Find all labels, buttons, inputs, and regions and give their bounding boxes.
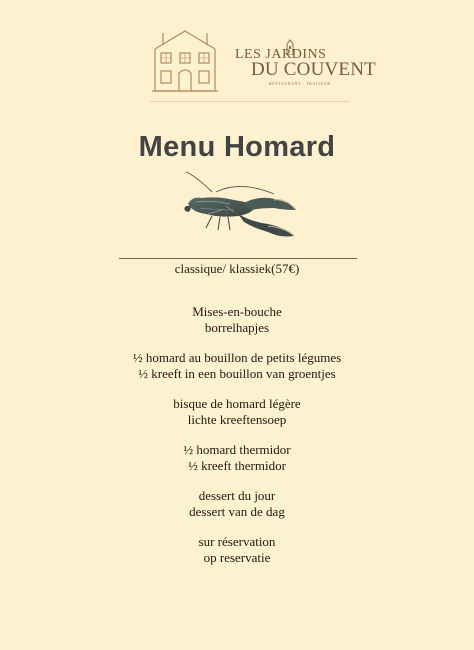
course-item	[0, 350, 474, 381]
course-list	[0, 304, 474, 580]
lobster-illustration-icon	[182, 170, 300, 246]
course-nl: ½ kreeft in een bouillon van groentjes	[138, 365, 336, 381]
header-rule	[150, 101, 350, 102]
brand-wordmark	[227, 39, 376, 95]
menu-title: Menu Homard	[138, 131, 336, 163]
course-nl: ½ kreeft thermidor	[188, 457, 286, 473]
course-item	[0, 396, 474, 427]
course-item	[0, 442, 474, 473]
course-item	[0, 304, 474, 335]
course-fr: ½ homard au bouillon de petits légumes	[132, 350, 342, 365]
menu-subtitle-price: classique/ klassiek(57€)	[174, 261, 300, 276]
course-nl: dessert van de dag	[189, 503, 285, 519]
brand-tagline: RESTAURANT · TRAITEUR	[269, 81, 331, 86]
course-nl: borrelhapjes	[204, 319, 270, 335]
course-nl: op reservatie	[203, 549, 271, 565]
section-divider	[119, 258, 357, 259]
brand-name-line1: LES JARDINS	[235, 47, 327, 62]
course-fr: ½ homard thermidor	[183, 442, 291, 457]
restaurant-logo	[145, 25, 376, 100]
course-item	[0, 488, 474, 519]
course-item	[0, 534, 474, 565]
course-nl: lichte kreeftensoep	[187, 411, 287, 427]
course-fr: Mises-en-bouche	[192, 304, 282, 319]
course-fr: dessert du jour	[198, 488, 276, 503]
brand-name-line2: DU COUVENT	[251, 59, 376, 80]
course-fr: bisque de homard légère	[173, 396, 301, 411]
course-fr: sur réservation	[198, 534, 276, 549]
building-logo-icon	[149, 25, 221, 95]
